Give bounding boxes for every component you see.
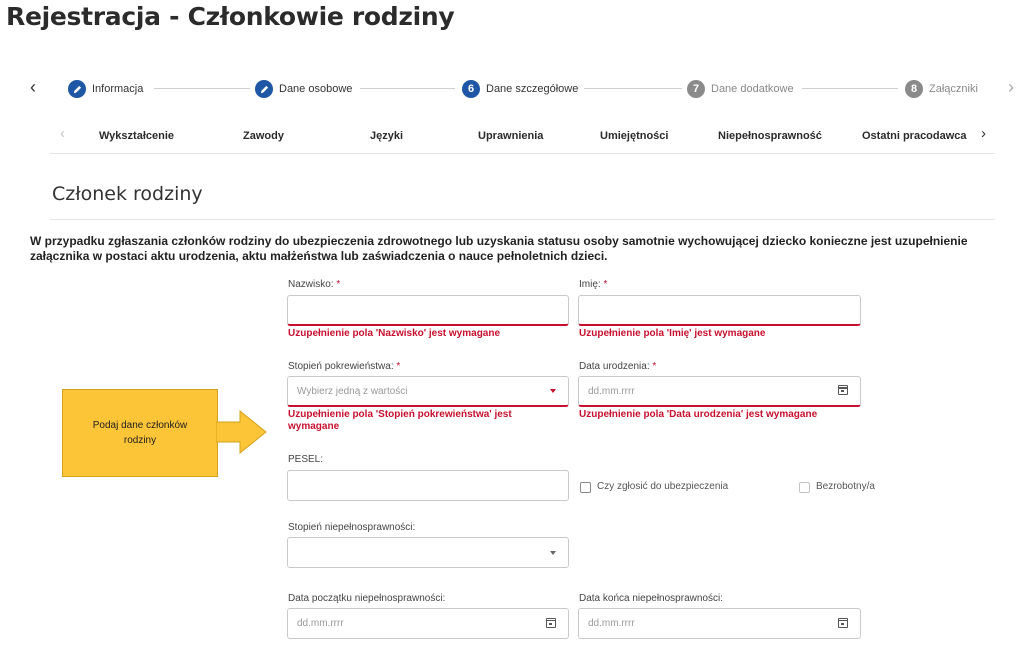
step-number: 7 <box>687 80 705 98</box>
data-urodzenia-placeholder: dd.mm.rrrr <box>588 385 635 397</box>
imie-input[interactable] <box>578 295 861 326</box>
stopien-pokrewienstwa-placeholder: Wybierz jedną z wartości <box>297 385 408 397</box>
stopien-pokrewienstwa-label-text: Stopień pokrewieństwa: <box>288 361 394 372</box>
data-urodzenia-error: Uzupełnienie pola 'Data urodzenia' jest wymagane <box>579 409 818 420</box>
nazwisko-error: Uzupełnienie pola 'Nazwisko' jest wymagane <box>288 328 501 339</box>
stopien-niepelnosprawnosci-select[interactable] <box>287 537 569 568</box>
stopien-pokrewienstwa-select[interactable] <box>287 376 569 407</box>
caret-down-icon <box>550 551 556 555</box>
required-mark: * <box>652 361 657 372</box>
page-title: Rejestracja - Członkowie rodziny <box>6 2 455 31</box>
data-konca-placeholder: dd.mm.rrrr <box>588 618 635 629</box>
tab-umiejetnosci[interactable]: Umiejętności <box>600 130 669 142</box>
nazwisko-label <box>288 279 340 290</box>
stepper-prev-chevron-left-icon[interactable]: ‹ <box>30 77 36 97</box>
step-number: 6 <box>462 80 480 98</box>
tabs-prev-chevron-left-icon[interactable]: ‹ <box>60 125 65 142</box>
step-label: Informacja <box>92 83 144 95</box>
tab-ostatni-pracodawca[interactable]: Ostatni pracodawca <box>862 130 967 142</box>
calendar-icon[interactable] <box>838 385 848 395</box>
tab-wyksztalcenie[interactable]: Wykształcenie <box>99 130 175 142</box>
pesel-input[interactable] <box>287 470 569 501</box>
step-connector <box>584 88 682 89</box>
bezrobotny-label: Bezrobotny/a <box>816 481 875 492</box>
stopien-pokrewienstwa-error: Uzupełnienie pola 'Stopień pokrewieństwa' jest wymagane <box>288 409 512 432</box>
data-poczatku-placeholder: dd.mm.rrrr <box>297 618 344 629</box>
bezrobotny-checkbox[interactable] <box>799 482 810 493</box>
step-dane-szczegolowe[interactable] <box>462 79 578 99</box>
tab-jezyki[interactable]: Języki <box>370 130 404 142</box>
arrow-right-icon <box>216 410 268 454</box>
tab-zawody[interactable]: Zawody <box>243 130 284 142</box>
data-konca-input[interactable] <box>578 608 861 639</box>
pencil-icon <box>255 80 273 98</box>
tabs-next-chevron-right-icon[interactable]: › <box>981 125 986 142</box>
calendar-icon[interactable] <box>546 618 556 628</box>
callout-box <box>62 389 218 477</box>
step-zalaczniki[interactable] <box>905 79 978 99</box>
required-mark: * <box>396 361 401 372</box>
step-label: Dane dodatkowe <box>711 83 794 95</box>
data-konca-label: Data końca niepełnosprawności: <box>579 593 723 604</box>
step-connector <box>154 88 250 89</box>
step-dane-dodatkowe[interactable] <box>687 79 794 99</box>
czy-zglosic-label: Czy zgłosić do ubezpieczenia <box>597 481 729 492</box>
calendar-icon[interactable] <box>838 618 848 628</box>
step-connector <box>802 88 898 89</box>
step-label: Załączniki <box>929 83 978 95</box>
step-label: Dane osobowe <box>279 83 353 95</box>
imie-error: Uzupełnienie pola 'Imię' jest wymagane <box>579 328 766 339</box>
required-mark: * <box>603 279 608 290</box>
section-title: Członek rodziny <box>52 183 203 205</box>
stopien-niepelnosprawnosci-label: Stopień niepełnosprawności: <box>288 522 416 533</box>
caret-down-icon <box>550 389 556 393</box>
step-dane-osobowe[interactable] <box>255 79 352 99</box>
czy-zglosic-checkbox[interactable] <box>580 482 591 493</box>
stopien-pokrewienstwa-label <box>288 361 400 372</box>
pencil-icon <box>68 80 86 98</box>
section-divider <box>50 219 995 220</box>
info-text: W przypadku zgłaszania członków rodziny do ubezpieczenia zdrowotnego lub uzyskania statusu osoby samotnie wychowującej dziecko konieczne jest uzupełnienie załącznika w postaci aktu urodzenia, aktu małżeństwa lub zaświadczenia o nauce pełnoletnich dzieci. <box>30 234 968 263</box>
step-number: 8 <box>905 80 923 98</box>
imie-label <box>579 279 607 290</box>
nazwisko-label-text: Nazwisko: <box>288 279 334 290</box>
required-mark: * <box>336 279 341 290</box>
stepper-next-chevron-right-icon[interactable]: › <box>1008 77 1014 97</box>
data-urodzenia-input[interactable] <box>578 376 861 407</box>
tab-uprawnienia[interactable]: Uprawnienia <box>478 130 544 142</box>
callout-text: Podaj dane członków rodziny <box>92 420 188 446</box>
tab-niepelnosprawnosc[interactable]: Niepełnosprawność <box>718 130 822 142</box>
imie-label-text: Imię: <box>579 279 601 290</box>
data-poczatku-label: Data początku niepełnosprawności: <box>288 593 446 604</box>
data-urodzenia-label-text: Data urodzenia: <box>579 361 650 372</box>
data-urodzenia-label <box>579 361 656 372</box>
step-informacja[interactable] <box>68 79 143 99</box>
nazwisko-input[interactable] <box>287 295 569 326</box>
data-poczatku-input[interactable] <box>287 608 569 639</box>
step-connector <box>360 88 455 89</box>
pesel-label: PESEL: <box>288 454 324 465</box>
step-label: Dane szczegółowe <box>486 83 579 95</box>
